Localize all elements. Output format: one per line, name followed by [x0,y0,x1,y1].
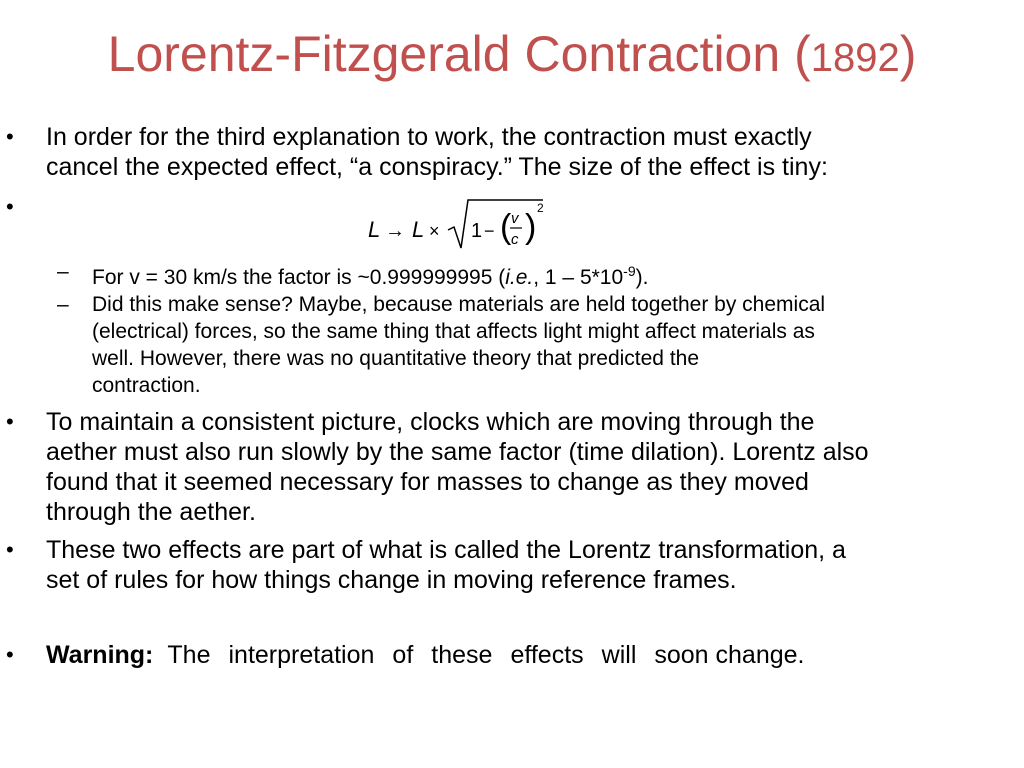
warning-word: effects [510,641,584,669]
bullet-explanation [0,122,1024,184]
bullet-marker: • [6,642,14,667]
slide-title [0,22,1024,90]
formula-arrow: → [385,220,405,242]
title-main: Lorentz-Fitzgerald Contraction ( [107,26,811,82]
subbullet-factor-text [92,258,648,291]
bullet-explanation-line1: In order for the third explanation to work, the contraction must exactly [46,123,812,151]
subbullet-sense [0,291,1024,399]
subbullet-sense-line3: well. However, there was no quantitative theory that predicted the [92,347,700,370]
factor-post: ). [635,266,649,289]
bullet-time-dilation [0,407,1024,527]
factor-ie: i.e. [505,266,534,289]
bullet-time-dilation-line2: aether must also run slowly by the same factor (time dilation). Lorentz also [46,438,869,466]
warning-word: interpretation [228,641,375,669]
bullet-marker: • [6,409,14,434]
subbullet-factor [0,258,1024,289]
warning-word: will [601,641,637,669]
formula-denominator: c [511,231,519,248]
formula-lparen: ( [500,208,512,246]
warning-label: Warning: [46,641,154,669]
bullet-marker: • [6,537,14,562]
bullet-lorentz-line1: These two effects are part of what is called the Lorentz transformation, a [46,536,846,564]
bullet-time-dilation-line3: found that it seemed necessary for masses to change as they moved [46,468,809,496]
warning-word: these [431,641,493,669]
formula-minus: − [484,221,495,241]
formula-one: 1 [471,220,483,242]
formula-exponent: 2 [537,201,544,215]
title-year: 1892 [810,36,900,80]
formula-lhs: L [368,217,381,242]
bullet-marker: • [6,194,14,219]
warning-word: The [167,641,211,669]
contraction-formula [360,196,560,256]
warning-word: soon change. [654,641,805,669]
bullet-formula [0,192,40,222]
warning-word: of [392,641,414,669]
bullet-marker: • [6,124,14,149]
formula-rparen: ) [525,208,537,246]
bullet-lorentz-line2: set of rules for how things change in moving reference frames. [46,566,737,594]
factor-exponent: -9 [623,263,636,279]
bullet-explanation-line2: cancel the expected effect, “a conspiracy.” The size of the effect is tiny: [46,153,828,181]
dash-marker: – [57,260,69,283]
bullet-lorentz-transformation [0,535,1024,595]
bullet-time-dilation-line4: through the aether. [46,498,256,526]
bullet-warning [0,640,1024,670]
title-close: ) [899,26,917,82]
subbullet-sense-line2: (electrical) forces, so the same thing that affects light might affect materials as [92,320,815,343]
bullet-time-dilation-line1: To maintain a consistent picture, clocks which are moving through the [46,408,815,436]
factor-mid: , 1 – 5*10 [533,266,624,289]
formula-rhs: L [412,217,425,242]
dash-marker: – [57,293,69,316]
factor-pre: For v = 30 km/s the factor is ~0.999999995 ( [92,266,506,289]
formula-numerator: v [511,210,519,227]
formula-times: × [429,221,440,241]
subbullet-sense-line1: Did this make sense? Maybe, because materials are held together by chemical [92,293,826,316]
warning-text [46,640,805,670]
subbullet-sense-line4: contraction. [92,374,201,397]
